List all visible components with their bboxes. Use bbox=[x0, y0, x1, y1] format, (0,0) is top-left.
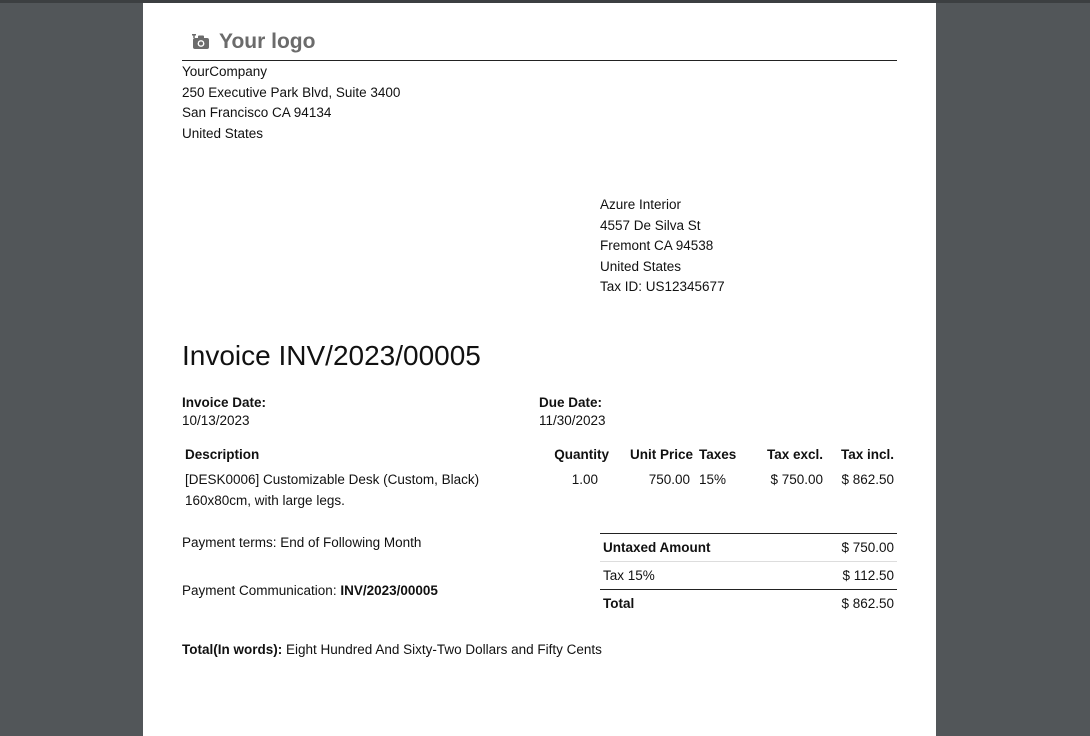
total-label: Total bbox=[603, 596, 635, 611]
col-tax-incl: Tax incl. bbox=[840, 447, 894, 462]
company-city: San Francisco CA 94134 bbox=[182, 105, 332, 120]
tax-label: Tax 15% bbox=[603, 568, 655, 583]
company-address bbox=[182, 62, 400, 144]
company-country: United States bbox=[182, 125, 264, 141]
line-tax-excl: $ 750.00 bbox=[770, 472, 823, 487]
line-unit-price: 750.00 bbox=[648, 472, 690, 487]
invoice-title: Invoice INV/2023/00005 bbox=[182, 340, 481, 371]
due-date-label: Due Date: bbox=[539, 395, 603, 410]
line-description-2: 160x80cm, with large legs. bbox=[185, 492, 345, 508]
untaxed-value: $ 750.00 bbox=[841, 540, 894, 555]
table-header-row bbox=[182, 447, 897, 470]
customer-city: Fremont CA 94538 bbox=[600, 238, 714, 253]
customer-tax-id: Tax ID: US12345677 bbox=[600, 279, 725, 294]
total-value: $ 862.50 bbox=[841, 596, 894, 611]
customer-country: United States bbox=[600, 258, 682, 274]
line-description-1: [DESK0006] Customizable Desk (Custom, Black) bbox=[185, 472, 480, 487]
total-row bbox=[600, 589, 897, 617]
payment-communication bbox=[182, 583, 438, 598]
col-unit-price: Unit Price bbox=[629, 447, 693, 462]
invoice-date-block bbox=[182, 395, 266, 428]
company-street: 250 Executive Park Blvd, Suite 3400 bbox=[182, 84, 401, 100]
invoice-lines-table bbox=[182, 447, 897, 511]
totals-table bbox=[600, 533, 897, 617]
total-in-words-value: Eight Hundred And Sixty-Two Dollars and Fifty Cents bbox=[282, 642, 602, 657]
total-in-words-label: Total(In words): bbox=[182, 642, 283, 657]
customer-name: Azure Interior bbox=[600, 197, 682, 212]
untaxed-label: Untaxed Amount bbox=[603, 540, 711, 555]
line-quantity: 1.00 bbox=[571, 472, 598, 487]
due-date-value: 11/30/2023 bbox=[539, 413, 606, 428]
invoice-page bbox=[143, 3, 936, 736]
due-date-block bbox=[539, 395, 606, 428]
col-description: Description bbox=[185, 447, 260, 462]
customer-address bbox=[600, 195, 725, 298]
tax-value: $ 112.50 bbox=[842, 568, 894, 583]
col-tax-excl: Tax excl. bbox=[766, 447, 823, 462]
col-taxes: Taxes bbox=[699, 447, 737, 462]
table-row bbox=[182, 470, 897, 511]
payment-communication-label: Payment Communication: bbox=[182, 583, 341, 598]
invoice-date-label: Invoice Date: bbox=[182, 395, 267, 410]
total-in-words bbox=[182, 642, 602, 657]
untaxed-row bbox=[600, 534, 897, 561]
line-tax-incl: $ 862.50 bbox=[841, 472, 894, 487]
invoice-date-value: 10/13/2023 bbox=[182, 413, 250, 428]
company-logo bbox=[191, 29, 315, 55]
payment-communication-value: INV/2023/00005 bbox=[340, 583, 438, 598]
line-description bbox=[182, 470, 542, 511]
camera-icon bbox=[191, 32, 211, 52]
col-quantity: Quantity bbox=[554, 447, 609, 462]
customer-street: 4557 De Silva St bbox=[600, 217, 701, 233]
line-taxes: 15% bbox=[699, 472, 727, 487]
header-divider bbox=[182, 60, 897, 61]
logo-text: Your logo bbox=[219, 30, 316, 53]
tax-row bbox=[600, 561, 897, 589]
payment-terms: Payment terms: End of Following Month bbox=[182, 535, 422, 550]
company-name: YourCompany bbox=[182, 64, 268, 79]
